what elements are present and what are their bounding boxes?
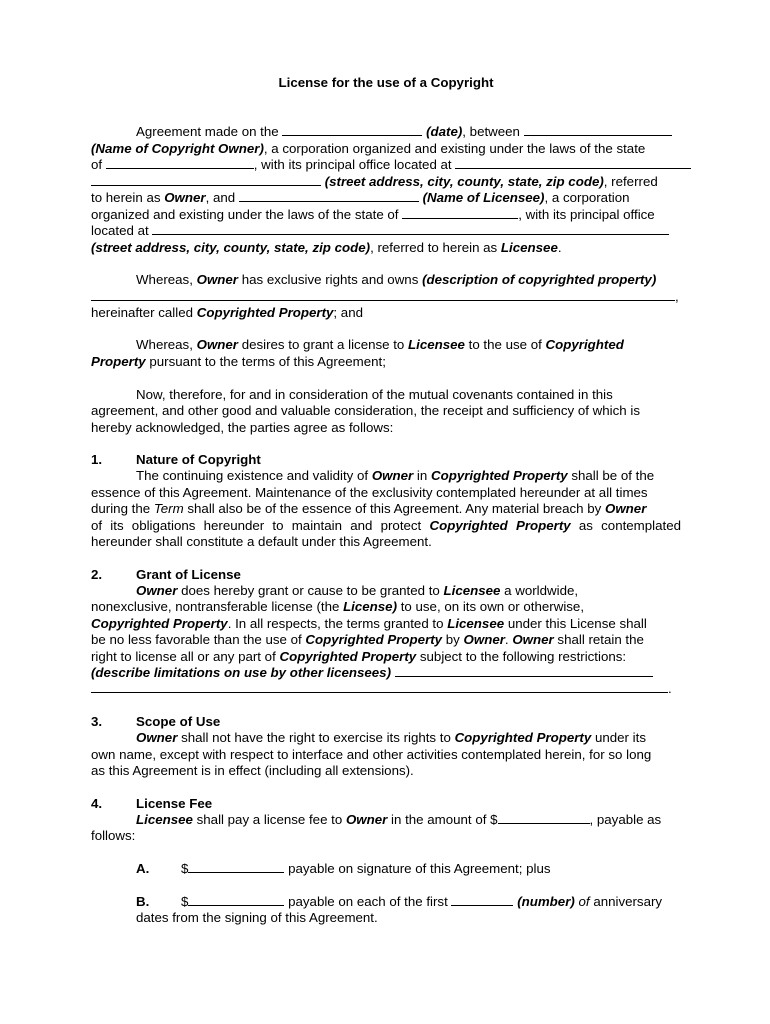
now-line-1: Now, therefore, for and in consideration of the mutual covenants contained in this [136, 387, 613, 402]
intro-text: Agreement made on the [136, 124, 279, 139]
intro-text: to herein as [91, 190, 161, 205]
owner-term: Owner [196, 272, 238, 287]
clause-text: right to license all or any part of [91, 649, 276, 664]
date-blank [282, 123, 422, 136]
section-number: 1. [91, 452, 103, 467]
intro-line-5 [91, 189, 681, 206]
licensee-term: Licensee [500, 240, 558, 255]
clause-text: does hereby grant or cause to be granted to [181, 583, 440, 598]
whereas-text: hereinafter called [91, 305, 194, 320]
clause-text: to use, on its own or otherwise, [400, 599, 585, 614]
intro-text: , referred [603, 174, 658, 189]
clause-text: shall retain the [557, 632, 644, 647]
copyrighted-property-term: Copyrighted Property [305, 632, 443, 647]
whereas-text: desires to grant a license to [241, 337, 405, 352]
clause-text: a worldwide, [504, 583, 579, 598]
licensee-term: Licensee [136, 812, 193, 827]
licensee-term: Licensee [408, 337, 465, 352]
owner-name-label: (Name of Copyright Owner) [91, 141, 264, 156]
s1-line-2: essence of this Agreement. Maintenance of the exclusivity contemplated hereunder at all times [91, 485, 648, 500]
intro-line-4 [91, 173, 681, 190]
section-title: License Fee [136, 796, 213, 811]
intro-line-1 [91, 123, 681, 140]
copyrighted-property-term: Copyrighted Property [279, 649, 417, 664]
clause-text: of [578, 894, 590, 909]
s1-line-4 [91, 517, 681, 534]
license-term: License) [343, 599, 398, 614]
s2-line-3 [91, 615, 681, 632]
clause-text: . [504, 632, 509, 647]
whereas-text: ; and [333, 305, 363, 320]
owner-term: Owner [345, 812, 388, 827]
intro-line-6 [91, 206, 681, 223]
limitations-blank-2 [91, 680, 668, 693]
owner-term: Owner [164, 190, 206, 205]
whereas-text: Whereas, [136, 337, 193, 352]
clause-text: payable on each of the first [288, 894, 448, 909]
section-2-heading [91, 566, 681, 583]
clause-text: be no less favorable than the use of [91, 632, 302, 647]
intro-line-8 [91, 239, 681, 256]
whereas2-line-2 [91, 353, 681, 370]
intro-text: organized and existing under the laws of the state of [91, 207, 399, 222]
item-a-text [181, 860, 551, 877]
number-blank [451, 893, 513, 906]
section-number: 3. [91, 714, 103, 729]
item-label: B. [136, 894, 150, 909]
owner-term: Owner [136, 583, 178, 598]
whereas1-line-1 [91, 271, 681, 288]
dollar-sign: $ [181, 861, 189, 876]
section-title: Scope of Use [136, 714, 221, 729]
license-fee-blank [498, 811, 590, 824]
s3-line-2: own name, except with respect to interface and other activities contemplated herein, for so long [91, 747, 652, 762]
clause-text: by [445, 632, 460, 647]
licensee-name-blank [239, 189, 419, 202]
licensee-state-blank [402, 206, 518, 219]
owner-address-blank [455, 156, 691, 169]
intro-text: . [557, 240, 562, 255]
number-label: (number) [517, 894, 575, 909]
whereas-text: has exclusive rights and owns [241, 272, 419, 287]
amount-a-blank [188, 860, 284, 873]
property-description-blank [91, 288, 675, 301]
owner-term: Owner [196, 337, 238, 352]
s2-line-4 [91, 631, 681, 648]
s1-line-3 [91, 500, 681, 517]
whereas1-line-3 [91, 304, 681, 321]
clause-text: , payable as [589, 812, 662, 827]
clause-text: under this License shall [507, 616, 647, 631]
dollar-sign: $ [181, 894, 189, 909]
owner-address-label: (street address, city, county, state, zip code) [324, 174, 604, 189]
section-number: 2. [91, 567, 103, 582]
section-4-heading [91, 795, 681, 812]
clause-text: shall also be of the essence of this Agreement. Any material breach by [187, 501, 602, 516]
now-line-3: hereby acknowledged, the parties agree as follows: [91, 420, 394, 435]
intro-line-2 [91, 140, 681, 157]
owner-name-blank [524, 123, 672, 136]
section-title: Nature of Copyright [136, 452, 261, 467]
clause-text: of its obligations hereunder to maintain and protect [91, 518, 422, 533]
amount-b-blank [188, 893, 284, 906]
intro-line-3 [91, 156, 681, 173]
s4-item-b [91, 893, 681, 910]
licensee-name-label: (Name of Licensee) [422, 190, 545, 205]
date-label: (date) [426, 124, 463, 139]
clause-text: under its [594, 730, 646, 745]
owner-term: Owner [463, 632, 505, 647]
intro-text: , referred to herein as [370, 240, 498, 255]
clause-text: shall not have the right to exercise its rights to [181, 730, 451, 745]
section-3-heading [91, 713, 681, 730]
section-title: Grant of License [136, 567, 241, 582]
copyrighted-property-term: Copyrighted Property [429, 518, 571, 533]
copyrighted-property-term: Copyrighted Property [430, 468, 568, 483]
s2-line-1 [91, 582, 681, 599]
copyrighted-property-term: Copyrighted Property [454, 730, 592, 745]
whereas-text: to the use of [468, 337, 542, 352]
intro-text: , between [462, 124, 520, 139]
s2-line-7 [91, 680, 681, 697]
property-description-label: (description of copyrighted property) [422, 272, 657, 287]
clause-text: during the [91, 501, 151, 516]
s2-line-5 [91, 648, 681, 665]
clause-text: shall pay a license fee to [196, 812, 343, 827]
intro-text: of [91, 157, 103, 172]
clause-text: in [416, 468, 428, 483]
whereas-text: pursuant to the terms of this Agreement; [149, 354, 386, 369]
whereas-text: Whereas, [136, 272, 193, 287]
s1-line-5: hereunder shall constitute a default under this Agreement. [91, 534, 432, 549]
clause-text: dates from the signing of this Agreement. [136, 910, 378, 925]
licensee-address-label: (street address, city, county, state, zip code) [91, 240, 371, 255]
s4-item-b-line-2 [91, 909, 681, 926]
whereas2-line-1 [91, 336, 681, 353]
document-title: License for the use of a Copyright [278, 75, 494, 90]
whereas-text: , [675, 289, 679, 304]
clause-text: . In all respects, the terms granted to [227, 616, 444, 631]
clause-text: subject to the following restrictions: [419, 649, 627, 664]
now-line-2: agreement, and other good and valuable consideration, the receipt and sufficiency of which is [91, 403, 640, 418]
licensee-term: Licensee [443, 583, 501, 598]
clause-text: The continuing existence and validity of [136, 468, 369, 483]
copyrighted-property-term: Copyrighted Property [91, 616, 228, 631]
owner-term: Owner [605, 501, 647, 516]
s2-line-6 [91, 664, 681, 681]
item-b-text [181, 893, 662, 910]
item-label: A. [136, 861, 150, 876]
limitations-blank [395, 664, 653, 677]
s4-line-1 [91, 811, 681, 828]
owner-state-blank [106, 156, 254, 169]
clause-text: . [668, 681, 672, 696]
owner-term: Owner [512, 632, 554, 647]
s3-line-1 [91, 729, 681, 746]
whereas1-line-2 [91, 288, 681, 305]
s3-line-3: as this Agreement is in effect (including all extensions). [91, 763, 414, 778]
copyrighted-property-term: Copyrighted [545, 337, 624, 352]
term-word: Term [153, 501, 184, 516]
intro-text: , with its principal office located at [253, 157, 452, 172]
clause-text: shall be of the [571, 468, 655, 483]
owner-term: Owner [136, 730, 178, 745]
limitations-label: (describe limitations on use by other licensees) [91, 665, 392, 680]
licensee-term: Licensee [447, 616, 505, 631]
clause-text: as contemplated [578, 518, 681, 533]
section-1-heading [91, 451, 681, 468]
s2-line-2 [91, 598, 681, 615]
intro-line-7 [91, 222, 681, 239]
intro-text: , with its principal office [518, 207, 655, 222]
intro-text: , a corporation organized and existing under the laws of the state [263, 141, 646, 156]
clause-text: nonexclusive, nontransferable license (the [91, 599, 340, 614]
s1-line-1 [91, 467, 681, 484]
licensee-address-blank [152, 222, 669, 235]
intro-text: , a corporation [544, 190, 630, 205]
owner-term: Owner [371, 468, 414, 483]
owner-address-blank-2 [91, 173, 321, 186]
s4-item-a [91, 860, 681, 877]
clause-text: payable on signature of this Agreement; plus [288, 861, 551, 876]
section-number: 4. [91, 796, 103, 811]
intro-text: , and [205, 190, 236, 205]
intro-text: located at [91, 223, 149, 238]
clause-text: anniversary [593, 894, 663, 909]
s4-line-2: follows: [91, 828, 136, 843]
copyrighted-property-term: Property [91, 354, 146, 369]
copyrighted-property-term: Copyrighted Property [196, 305, 334, 320]
clause-text: in the amount of $ [391, 812, 498, 827]
